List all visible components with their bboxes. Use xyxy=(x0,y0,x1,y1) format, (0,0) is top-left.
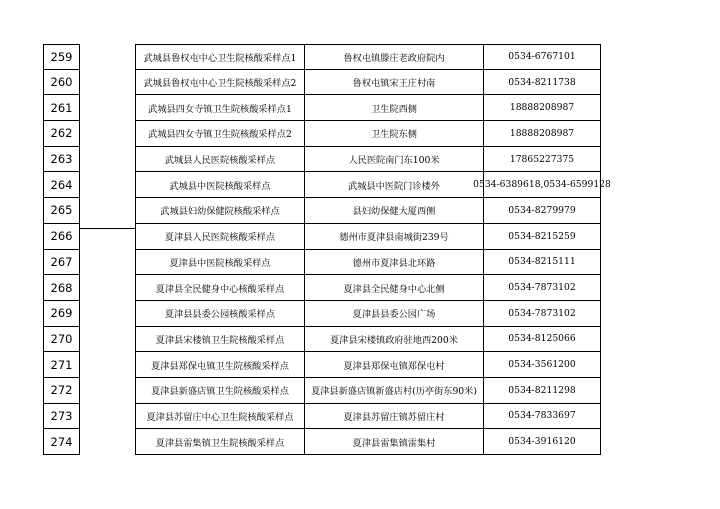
divider xyxy=(80,228,135,229)
table-row xyxy=(135,121,601,147)
site-phone-cell: 0534-6389618,0534-6599128 xyxy=(483,172,601,197)
row-number: 268 xyxy=(43,275,80,301)
site-name-cell: 武城县妇幼保健院核酸采样点 xyxy=(135,198,304,223)
table-row xyxy=(135,429,601,455)
row-number: 269 xyxy=(43,301,80,327)
site-phone-cell: 0534-8125066 xyxy=(483,327,601,352)
site-phone-cell: 0534-3916120 xyxy=(483,429,601,454)
table-row xyxy=(135,224,601,250)
site-name-cell: 武城县四女寺镇卫生院核酸采样点1 xyxy=(135,95,304,120)
site-phone-cell: 0534-7873102 xyxy=(483,301,601,326)
site-name-cell: 武城县中医院核酸采样点 xyxy=(135,172,304,197)
site-address-cell: 夏津县新盛店镇新盛店村(历亭街东90米) xyxy=(304,378,483,403)
site-address-cell: 夏津县县委公园广场 xyxy=(304,301,483,326)
site-phone-cell: 0534-8211298 xyxy=(483,378,601,403)
row-number: 265 xyxy=(43,198,80,224)
site-name-cell: 武城县鲁权屯中心卫生院核酸采样点1 xyxy=(135,45,304,69)
site-name-cell: 夏津县苏留庄中心卫生院核酸采样点 xyxy=(135,404,304,429)
site-address-cell: 鲁权屯镇宋王庄村南 xyxy=(304,70,483,95)
site-name-cell: 夏津县中医院核酸采样点 xyxy=(135,250,304,275)
site-phone-cell: 18888208987 xyxy=(483,95,601,120)
site-phone-cell: 0534-8215259 xyxy=(483,224,601,249)
table-row xyxy=(135,301,601,327)
site-address-cell: 鲁权屯镇滕庄老政府院内 xyxy=(304,45,483,69)
table-row xyxy=(135,250,601,276)
site-name-cell: 夏津县新盛店镇卫生院核酸采样点 xyxy=(135,378,304,403)
site-phone-cell: 0534-6767101 xyxy=(483,45,601,69)
row-number: 270 xyxy=(43,327,80,353)
site-address-cell: 夏津县苏留庄镇苏留庄村 xyxy=(304,404,483,429)
row-number: 264 xyxy=(43,172,80,198)
table-row xyxy=(135,70,601,96)
site-name-cell: 夏津县宋楼镇卫生院核酸采样点 xyxy=(135,327,304,352)
row-number: 274 xyxy=(43,429,80,455)
site-address-cell: 德州市夏津县南城街239号 xyxy=(304,224,483,249)
table-row xyxy=(135,404,601,430)
site-address-cell: 夏津县宋楼镇政府驻地西200米 xyxy=(304,327,483,352)
site-phone-cell: 0534-7833697 xyxy=(483,404,601,429)
row-number: 273 xyxy=(43,404,80,430)
site-address-cell: 卫生院西侧 xyxy=(304,95,483,120)
row-number: 271 xyxy=(43,352,80,378)
site-name-cell: 夏津县全民健身中心核酸采样点 xyxy=(135,275,304,300)
row-number: 266 xyxy=(43,224,80,250)
table-row xyxy=(135,275,601,301)
row-number: 263 xyxy=(43,147,80,173)
site-address-cell: 人民医院南门东100米 xyxy=(304,147,483,172)
row-number: 261 xyxy=(43,95,80,121)
table-row xyxy=(135,95,601,121)
table-row xyxy=(135,378,601,404)
site-address-cell: 武城县中医院门诊楼外 xyxy=(304,172,483,197)
site-phone-cell: 0534-7873102 xyxy=(483,275,601,300)
site-phone-cell: 0534-8211738 xyxy=(483,70,601,95)
site-name-cell: 夏津县郑保屯镇卫生院核酸采样点 xyxy=(135,352,304,377)
site-address-cell: 夏津县郑保屯镇郑保屯村 xyxy=(304,352,483,377)
table-row xyxy=(135,352,601,378)
site-name-cell: 武城县人民医院核酸采样点 xyxy=(135,147,304,172)
site-name-cell: 夏津县人民医院核酸采样点 xyxy=(135,224,304,249)
site-name-cell: 武城县鲁权屯中心卫生院核酸采样点2 xyxy=(135,70,304,95)
table-row xyxy=(135,44,601,70)
table-row xyxy=(135,327,601,353)
site-address-cell: 夏津县雷集镇雷集村 xyxy=(304,429,483,454)
site-phone-cell: 0534-3561200 xyxy=(483,352,601,377)
sampling-sites-table xyxy=(135,44,611,455)
row-number: 259 xyxy=(43,44,80,70)
row-number: 267 xyxy=(43,250,80,276)
table-row xyxy=(135,147,601,173)
site-address-cell: 县妇幼保健大厦西侧 xyxy=(304,198,483,223)
site-address-cell: 德州市夏津县北环路 xyxy=(304,250,483,275)
site-phone-cell: 0534-8215111 xyxy=(483,250,601,275)
row-number-column xyxy=(43,44,80,455)
site-name-cell: 武城县四女寺镇卫生院核酸采样点2 xyxy=(135,121,304,146)
site-phone-cell: 18888208987 xyxy=(483,121,601,146)
table-row xyxy=(135,172,611,198)
site-address-cell: 夏津县全民健身中心北侧 xyxy=(304,275,483,300)
row-number: 260 xyxy=(43,70,80,96)
row-number: 262 xyxy=(43,121,80,147)
row-number: 272 xyxy=(43,378,80,404)
table-row xyxy=(135,198,601,224)
site-phone-cell: 0534-8279979 xyxy=(483,198,601,223)
site-name-cell: 夏津县雷集镇卫生院核酸采样点 xyxy=(135,429,304,454)
site-phone-cell: 17865227375 xyxy=(483,147,601,172)
site-address-cell: 卫生院东侧 xyxy=(304,121,483,146)
site-name-cell: 夏津县县委公园核酸采样点 xyxy=(135,301,304,326)
